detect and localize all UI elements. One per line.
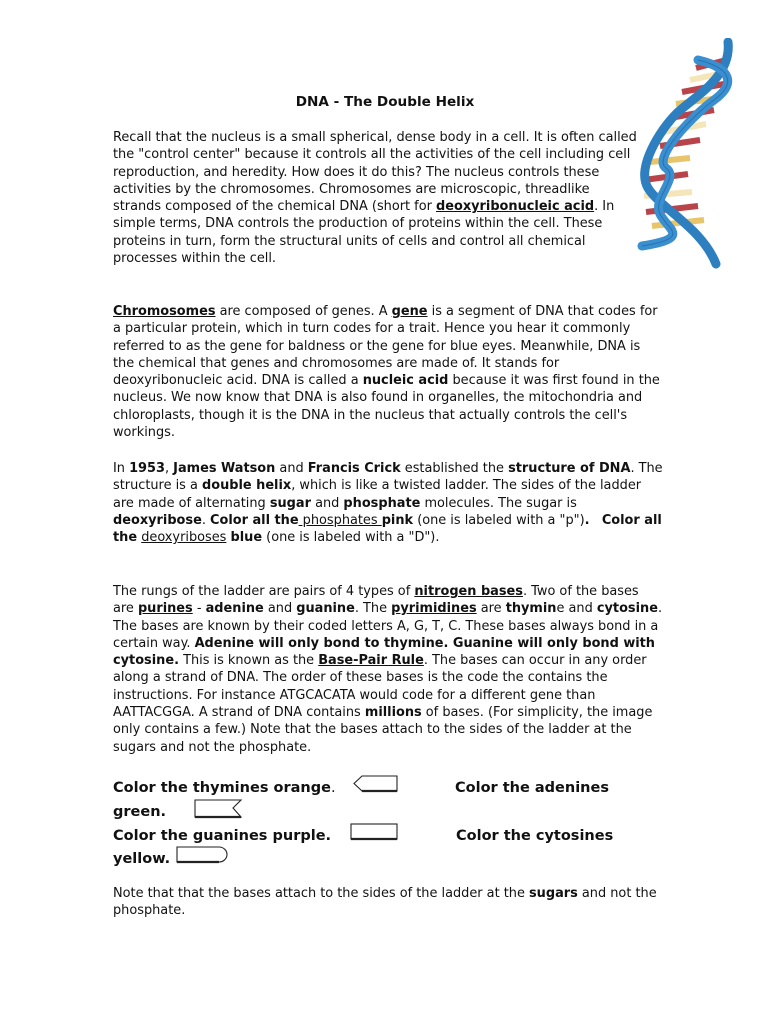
p3-text-3: and (275, 461, 308, 476)
p4-text-9: This is known as the (178, 653, 319, 669)
instr-color-all-2: Color all the (113, 512, 662, 546)
p4-text-1: The rungs of the ladder are pairs of 4 types of (113, 584, 415, 599)
instr-color-all: Color all the (210, 512, 299, 528)
p5-text-2: and not the phosphate. (113, 886, 657, 919)
base-pair-statement: Adenine will only bond to thymine. Guanine will only bond with cytosine. (113, 635, 655, 669)
term-thymine: thymin (505, 601, 557, 617)
term-purines: purines (137, 601, 193, 617)
p3-text-14: (one is labeled with a "D"). (262, 530, 440, 546)
p3-text-5: . The structure is a (113, 461, 663, 494)
helix-strand-back (645, 42, 729, 264)
guanine-shape-icon (349, 822, 399, 842)
p4-text-5: . The (354, 601, 392, 617)
instr-guanines: Color the guanines purple. (113, 828, 332, 844)
bases-paragraph (113, 583, 663, 756)
structure-paragraph (113, 460, 663, 546)
p3-text-6: , which is like a twisted ladder. The sides of the ladder are made of alternating (113, 478, 642, 511)
term-nitrogen-bases: nitrogen bases (414, 584, 523, 599)
p3-text-1: In (113, 461, 130, 476)
term-phosphate: phosphate (343, 495, 421, 511)
p4-text-7: e and (556, 601, 597, 617)
term-guanine: guanine (296, 601, 355, 617)
term-pyrimidines: pyrimidines (391, 601, 477, 617)
instr-thymines-dot: . (330, 780, 336, 796)
term-deoxyribose: deoxyribose (113, 512, 202, 528)
instr-yellow: yellow. (113, 851, 171, 867)
instr-thymines-text: Color the thymines orange (113, 780, 331, 796)
color-pink: pink (381, 512, 414, 528)
term-phosphates: phosphates (298, 512, 382, 528)
term-sugars: sugars (529, 886, 578, 901)
term-cytosine: cytosine (596, 601, 658, 617)
p3-text-9: . (201, 512, 211, 528)
p2-text-1: are composed of genes. A (215, 304, 392, 319)
p3-text-7: and (310, 495, 344, 511)
p2-text-2: is a segment of DNA that codes for a particular protein, which in turn codes for a trait. Hence you hear it commonly referred to as the gene for baldness or the gene for blue eyes. Meanwhile, DNA is the chemical that genes and chromosomes are made of. It stands for deoxyribonucleic acid. DNA is called a (113, 304, 658, 389)
instr-cytosines: Color the cytosines (456, 828, 614, 844)
p1-end: . In simple terms, DNA controls the production of proteins within the cell. These proteins in turn, form the structural units of cells and control all chemical processes within the cell. (113, 199, 615, 267)
p4-text-8: . The bases are known by their coded letters A, G, T, C. These bases always bond in a certain way. (113, 601, 663, 651)
p4-text-2: . Two of the bases are (113, 584, 639, 617)
p4-text-3: - (192, 601, 206, 617)
p5-text-1: Note that that the bases attach to the sides of the ladder at the (113, 886, 529, 901)
term-deoxyriboses: deoxyriboses (141, 530, 227, 546)
term-double-helix: double helix (202, 478, 292, 494)
p2-text-3: because it was first found in the nucleus. We now know that DNA is also found in organelles, the mitochondria and chloroplasts, though it is the DNA in the nucleus that actually controls the cell's workings. (113, 373, 660, 441)
p4-text-10: . The bases can occur in any order along a strand of DNA. The order of these bases is the code the contains the instructions. For instance ATGCACATA would code for a different gene than AATTACGGA. A strand of DNA contains (113, 653, 647, 721)
instr-green: green. (113, 804, 167, 820)
term-base-pair-rule: Base-Pair Rule (318, 653, 424, 669)
p3-text-8: molecules. The sugar is (420, 495, 577, 511)
term-adenine: adenine (205, 601, 264, 617)
chromosomes-paragraph (113, 303, 663, 441)
term-structure: structure of DNA (508, 461, 631, 476)
instr-thymines (113, 780, 336, 796)
name-watson: James Watson (173, 461, 276, 476)
cytosine-shape-icon (175, 845, 229, 865)
adenine-shape-icon (193, 798, 243, 820)
term-sugar: sugar (269, 495, 311, 511)
p1-text: Recall that the nucleus is a small spherical, dense body in a cell. It is often called the "control center" because it controls all the activities of the cell including cell reproduction, and heredity. How does it do this? The nucleus controls these activities by the chromosomes. Chromosomes are microscopic, threadlike strands composed of the chemical DNA (short for (113, 130, 637, 215)
term-nucleic-acid: nucleic acid (362, 373, 449, 389)
p3-text-10: (one is labeled with a "p") (413, 512, 585, 528)
p3-dot: . (584, 512, 590, 528)
p3-text-4: established the (400, 461, 509, 476)
p4-text-11: of bases. (For simplicity, the image only contains a few.) Note that the bases attach to the sides of the ladder at the sugars and not the phosphate. (113, 705, 653, 755)
year-1953: 1953 (129, 461, 165, 476)
thymine-shape-icon (352, 774, 400, 794)
p3-text-11 (590, 513, 602, 528)
term-chromosomes: Chromosomes (113, 304, 216, 319)
intro-paragraph (113, 129, 638, 267)
name-crick: Francis Crick (307, 461, 401, 476)
p4-text-6: are (476, 601, 506, 617)
p4-text-4: and (263, 601, 297, 617)
term-millions: millions (364, 705, 422, 721)
dna-helix-icon (632, 38, 744, 270)
instr-adenines: Color the adenines (455, 780, 609, 796)
page-title: DNA - The Double Helix (295, 94, 475, 110)
closing-note (113, 885, 663, 920)
color-blue: blue (230, 530, 263, 546)
p3-text-2: , (164, 461, 174, 476)
term-gene: gene (391, 304, 428, 319)
p1-term: deoxyribonucleic acid (436, 199, 595, 215)
